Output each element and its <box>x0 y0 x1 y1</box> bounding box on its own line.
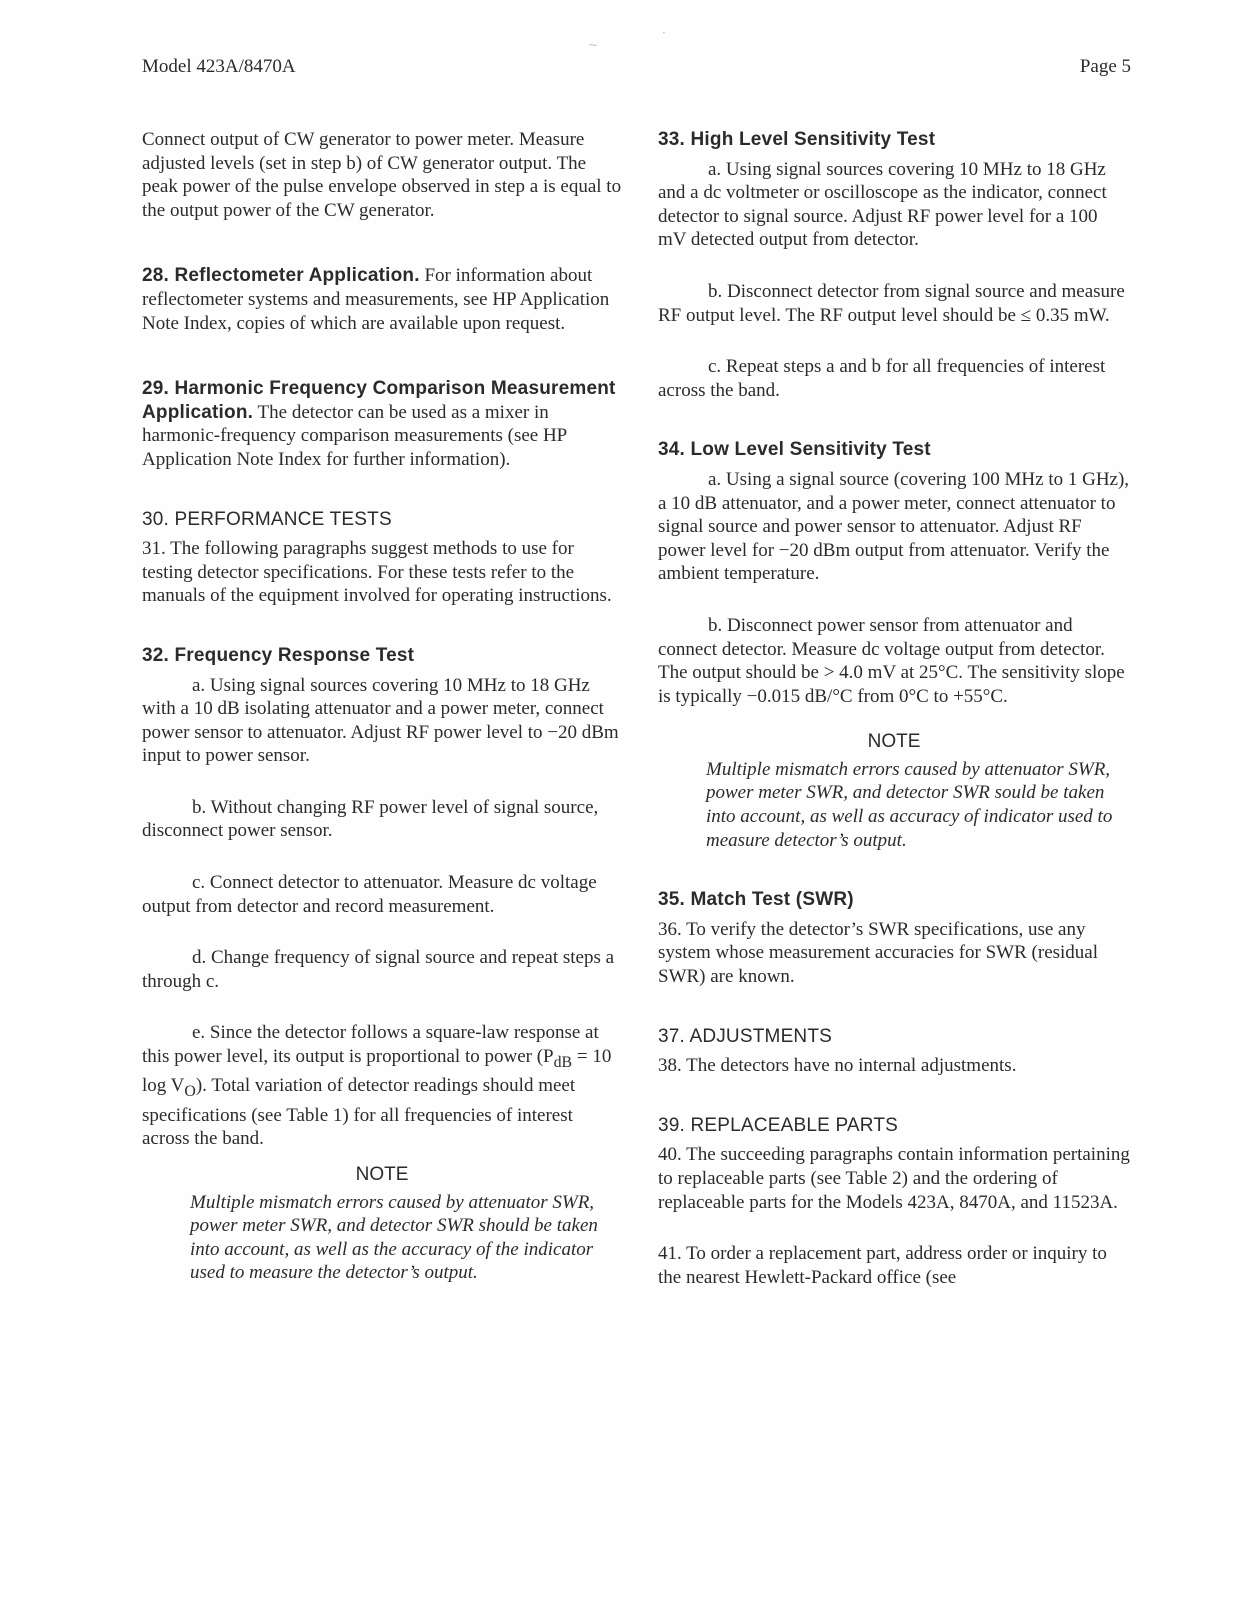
step-32e-text-3: ). Total variation of detector readings should meet specifications (see Table 1) for all frequencies of interest across the band. <box>142 1075 576 1150</box>
step-33a: a. Using signal sources covering 10 MHz to 18 GHz and a dc voltmeter or oscilloscope as the indicator, connect detector to signal source. Adjust RF power level for a 100 mV detected output from detector. <box>658 158 1107 251</box>
step-33b: b. Disconnect detector from signal source and measure RF output level. The RF output level should be ≤ 0.35 mW. <box>658 280 1125 326</box>
step-32d: d. Change frequency of signal source and repeat steps a through c. <box>142 947 615 992</box>
step-33c: c. Repeat steps a and b for all frequencies of interest across the band. <box>658 356 1106 401</box>
paragraph-36: 36. To verify the detector’s SWR specifications, use any system whose measurement accuracies for SWR (residual SWR) are known. <box>658 918 1099 988</box>
section-29-heading: 29. Harmonic Frequency Comparison Measurement Application. <box>142 378 616 423</box>
page-number: Page 5 <box>1079 56 1131 77</box>
paragraph-41: 41. To order a replacement part, address order or inquiry to the nearest Hewlett-Packard office (see <box>658 1243 1107 1288</box>
section-34-heading: 34. Low Level Sensitivity Test <box>658 439 931 461</box>
note-text-right: Multiple mismatch errors caused by attenuator SWR, power meter SWR, and detector SWR sould be taken into account, as well as accuracy of indicator used to measure detector’s output. <box>706 758 1113 851</box>
step-32a: a. Using signal sources covering 10 MHz to 18 GHz with a 10 dB isolating attenuator and a power meter, connect power sensor to attenuator. Adjust RF power level to −20 dBm input to power sensor. <box>142 674 619 767</box>
paragraph-31: 31. The following paragraphs suggest methods to use for testing detector specifications. For these tests refer to the manuals of the equipment involved for operating instructions. <box>142 538 612 607</box>
section-29 <box>142 377 622 471</box>
subscript-o: O <box>184 1083 196 1101</box>
section-32-heading: 32. Frequency Response Test <box>142 644 415 666</box>
step-32b: b. Without changing RF power level of signal source, disconnect power sensor. <box>142 796 599 842</box>
section-33-heading: 33. High Level Sensitivity Test <box>658 129 936 150</box>
step-32c: c. Connect detector to attenuator. Measure dc voltage output from detector and record measurement. <box>142 872 597 917</box>
paragraph-40: 40. The succeeding paragraphs contain information pertaining to replaceable parts (see Table 2) and the ordering of replaceable parts for the Models 423A, 8470A, and 11523A. <box>658 1144 1130 1213</box>
step-34a: a. Using a signal source (covering 100 MHz to 1 GHz), a 10 dB attenuator, and a power meter, connect attenuator to signal source and power sensor to attenuator. Adjust RF power level for −20 dBm output from attenuator. Verify the ambient temperature. <box>658 468 1130 585</box>
section-29-text: The detector can be used as a mixer in harmonic-frequency comparison measurements (see HP Application Note Index for further information). <box>142 401 567 470</box>
continued-paragraph: Connect output of CW generator to power meter. Measure adjusted levels (set in step b) of CW generator output. The peak power of the pulse envelope observed in step a is equal to the output power of the CW generator. <box>142 129 622 221</box>
section-30-heading: 30. PERFORMANCE TESTS <box>142 508 392 530</box>
left-column <box>142 128 622 1285</box>
note-title-left: NOTE <box>355 1164 409 1185</box>
note-title-right: NOTE <box>867 731 921 753</box>
paragraph-38: 38. The detectors have no internal adjustments. <box>658 1055 1017 1077</box>
note-text-left: Multiple mismatch errors caused by attenuator SWR, power meter SWR, and detector SWR should be taken into account, as well as the accuracy of the indicator used to measure the detector’s output. <box>190 1191 598 1284</box>
section-39-heading: 39. REPLACEABLE PARTS <box>658 1114 899 1136</box>
step-32e-text-2: = 10 log V <box>142 1046 612 1097</box>
section-35-heading: 35. Match Test (SWR) <box>658 889 854 911</box>
section-28-text: For information about reflectometer systems and measurements, see HP Application Note Index, copies of which are available upon request. <box>142 265 610 334</box>
step-32e-text-1: e. Since the detector follows a square-law response at this power level, its output is proportional to power (P <box>142 1022 599 1068</box>
section-28 <box>142 264 622 335</box>
subscript-db: dB <box>553 1053 573 1071</box>
page-header-model: Model 423A/8470A <box>142 56 296 77</box>
step-34b: b. Disconnect power sensor from attenuator and connect detector. Measure dc voltage output from detector. The output should be > 4.0 mV at 25°C. The sensitivity slope is typically −0.015 dB/°C from 0°C to +55°C. <box>658 614 1125 707</box>
section-37-heading: 37. ADJUSTMENTS <box>658 1025 833 1047</box>
right-column <box>658 128 1130 1289</box>
section-28-heading: 28. Reflectometer Application. <box>142 265 420 287</box>
step-32e <box>142 1021 622 1151</box>
scan-mark-icon: ~ <box>588 38 599 52</box>
scan-smudge-icon: · <box>662 26 666 40</box>
